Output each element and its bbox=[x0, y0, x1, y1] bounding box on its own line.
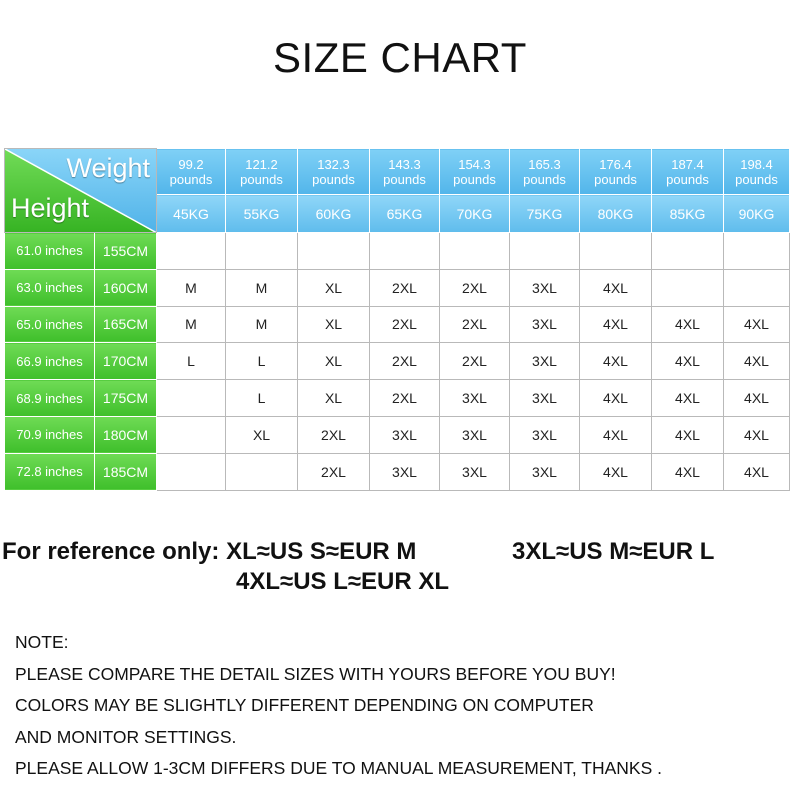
height-cm-header: 155CM bbox=[95, 233, 157, 270]
size-cell bbox=[440, 233, 510, 270]
reference-line-1-right: 3XL≈US M≈EUR L bbox=[512, 538, 715, 565]
size-cell bbox=[652, 269, 724, 306]
table-row bbox=[5, 306, 790, 343]
table-row bbox=[5, 416, 790, 453]
height-cm-header: 175CM bbox=[95, 380, 157, 417]
size-cell bbox=[724, 269, 790, 306]
notes-block bbox=[15, 630, 662, 788]
note-line: PLEASE ALLOW 1-3CM DIFFERS DUE TO MANUAL MEASUREMENT, THANKS . bbox=[15, 758, 662, 778]
size-cell bbox=[724, 233, 790, 270]
weight-kg-header: 65KG bbox=[370, 195, 440, 233]
note-line: PLEASE COMPARE THE DETAIL SIZES WITH YOURS BEFORE YOU BUY! bbox=[15, 663, 616, 684]
size-cell: 2XL bbox=[440, 269, 510, 306]
weight-pounds-header: 187.4 pounds bbox=[652, 149, 724, 195]
weight-pounds-header: 176.4 pounds bbox=[580, 149, 652, 195]
size-chart-table bbox=[4, 148, 790, 491]
weight-kg-header: 85KG bbox=[652, 195, 724, 233]
height-inches-header: 68.9 inches bbox=[5, 380, 95, 417]
size-cell: 2XL bbox=[370, 380, 440, 417]
size-cell: 3XL bbox=[370, 416, 440, 453]
note-heading: NOTE: bbox=[15, 632, 69, 652]
table-row bbox=[5, 343, 790, 380]
size-cell bbox=[157, 380, 226, 417]
table-row bbox=[5, 269, 790, 306]
size-cell: 4XL bbox=[580, 343, 652, 380]
reference-line-2: 4XL≈US L≈EUR XL bbox=[236, 568, 450, 595]
size-cell: XL bbox=[298, 306, 370, 343]
size-cell: 4XL bbox=[652, 380, 724, 417]
size-cell bbox=[226, 453, 298, 490]
weight-kg-header: 45KG bbox=[157, 195, 226, 233]
size-cell: M bbox=[226, 306, 298, 343]
size-cell: L bbox=[157, 343, 226, 380]
height-inches-header: 70.9 inches bbox=[5, 416, 95, 453]
table-corner-header bbox=[5, 149, 157, 233]
table-row bbox=[5, 380, 790, 417]
size-cell bbox=[157, 453, 226, 490]
page-title: SIZE CHART bbox=[273, 34, 527, 81]
size-cell: 4XL bbox=[724, 306, 790, 343]
size-cell bbox=[157, 233, 226, 270]
weight-pounds-header: 143.3 pounds bbox=[370, 149, 440, 195]
size-cell: 2XL bbox=[370, 306, 440, 343]
size-cell: 4XL bbox=[724, 343, 790, 380]
weight-pounds-header: 154.3 pounds bbox=[440, 149, 510, 195]
weight-kg-header: 80KG bbox=[580, 195, 652, 233]
weight-pounds-header: 132.3 pounds bbox=[298, 149, 370, 195]
size-cell: 2XL bbox=[370, 343, 440, 380]
size-cell: XL bbox=[298, 380, 370, 417]
height-cm-header: 170CM bbox=[95, 343, 157, 380]
size-cell bbox=[580, 233, 652, 270]
note-line: AND MONITOR SETTINGS. bbox=[15, 726, 237, 747]
size-cell: 3XL bbox=[370, 453, 440, 490]
weight-pounds-header: 121.2 pounds bbox=[226, 149, 298, 195]
size-cell: 4XL bbox=[652, 343, 724, 380]
height-axis-label: Height bbox=[11, 193, 90, 223]
weight-kg-header: 70KG bbox=[440, 195, 510, 233]
weight-kg-header: 60KG bbox=[298, 195, 370, 233]
size-cell: 4XL bbox=[580, 269, 652, 306]
size-cell: 3XL bbox=[510, 416, 580, 453]
size-cell: 4XL bbox=[580, 453, 652, 490]
size-cell: 4XL bbox=[652, 306, 724, 343]
size-cell: 3XL bbox=[510, 343, 580, 380]
table-row bbox=[5, 453, 790, 490]
size-cell: XL bbox=[226, 416, 298, 453]
size-cell: 4XL bbox=[652, 453, 724, 490]
reference-line-1-left: For reference only: XL≈US S≈EUR M bbox=[2, 538, 417, 565]
size-cell: 4XL bbox=[724, 380, 790, 417]
size-cell: XL bbox=[298, 343, 370, 380]
size-cell bbox=[226, 233, 298, 270]
size-cell bbox=[652, 233, 724, 270]
size-cell: 3XL bbox=[440, 453, 510, 490]
weight-pounds-row bbox=[5, 149, 790, 195]
size-cell: 3XL bbox=[510, 380, 580, 417]
size-cell: M bbox=[226, 269, 298, 306]
size-cell: L bbox=[226, 343, 298, 380]
size-cell: 4XL bbox=[724, 416, 790, 453]
weight-kg-header: 75KG bbox=[510, 195, 580, 233]
size-cell: 2XL bbox=[370, 269, 440, 306]
height-inches-header: 72.8 inches bbox=[5, 453, 95, 490]
size-cell: XL bbox=[298, 269, 370, 306]
size-cell: 4XL bbox=[580, 306, 652, 343]
size-cell: 3XL bbox=[510, 453, 580, 490]
height-inches-header: 65.0 inches bbox=[5, 306, 95, 343]
size-cell: 2XL bbox=[440, 306, 510, 343]
size-cell bbox=[298, 233, 370, 270]
table-row bbox=[5, 233, 790, 270]
size-cell: 4XL bbox=[580, 380, 652, 417]
size-cell: 3XL bbox=[440, 380, 510, 417]
height-cm-header: 180CM bbox=[95, 416, 157, 453]
size-cell: 4XL bbox=[652, 416, 724, 453]
size-cell: 3XL bbox=[440, 416, 510, 453]
size-cell: 2XL bbox=[298, 453, 370, 490]
weight-pounds-header: 165.3 pounds bbox=[510, 149, 580, 195]
weight-kg-header: 55KG bbox=[226, 195, 298, 233]
weight-axis-label: Weight bbox=[66, 153, 150, 183]
height-inches-header: 66.9 inches bbox=[5, 343, 95, 380]
size-cell: 3XL bbox=[510, 269, 580, 306]
note-line: COLORS MAY BE SLIGHTLY DIFFERENT DEPENDING ON COMPUTER bbox=[15, 695, 594, 715]
height-inches-header: 63.0 inches bbox=[5, 269, 95, 306]
size-cell: M bbox=[157, 269, 226, 306]
size-cell: 3XL bbox=[510, 306, 580, 343]
size-cell: 2XL bbox=[440, 343, 510, 380]
height-cm-header: 185CM bbox=[95, 453, 157, 490]
size-cell bbox=[157, 416, 226, 453]
height-cm-header: 160CM bbox=[95, 269, 157, 306]
size-cell: 4XL bbox=[580, 416, 652, 453]
size-cell bbox=[370, 233, 440, 270]
size-cell: M bbox=[157, 306, 226, 343]
size-cell: 2XL bbox=[298, 416, 370, 453]
weight-kg-header: 90KG bbox=[724, 195, 790, 233]
size-cell: 4XL bbox=[724, 453, 790, 490]
height-inches-header: 61.0 inches bbox=[5, 233, 95, 270]
size-cell: L bbox=[226, 380, 298, 417]
weight-pounds-header: 99.2 pounds bbox=[157, 149, 226, 195]
weight-pounds-header: 198.4 pounds bbox=[724, 149, 790, 195]
size-cell bbox=[510, 233, 580, 270]
height-cm-header: 165CM bbox=[95, 306, 157, 343]
